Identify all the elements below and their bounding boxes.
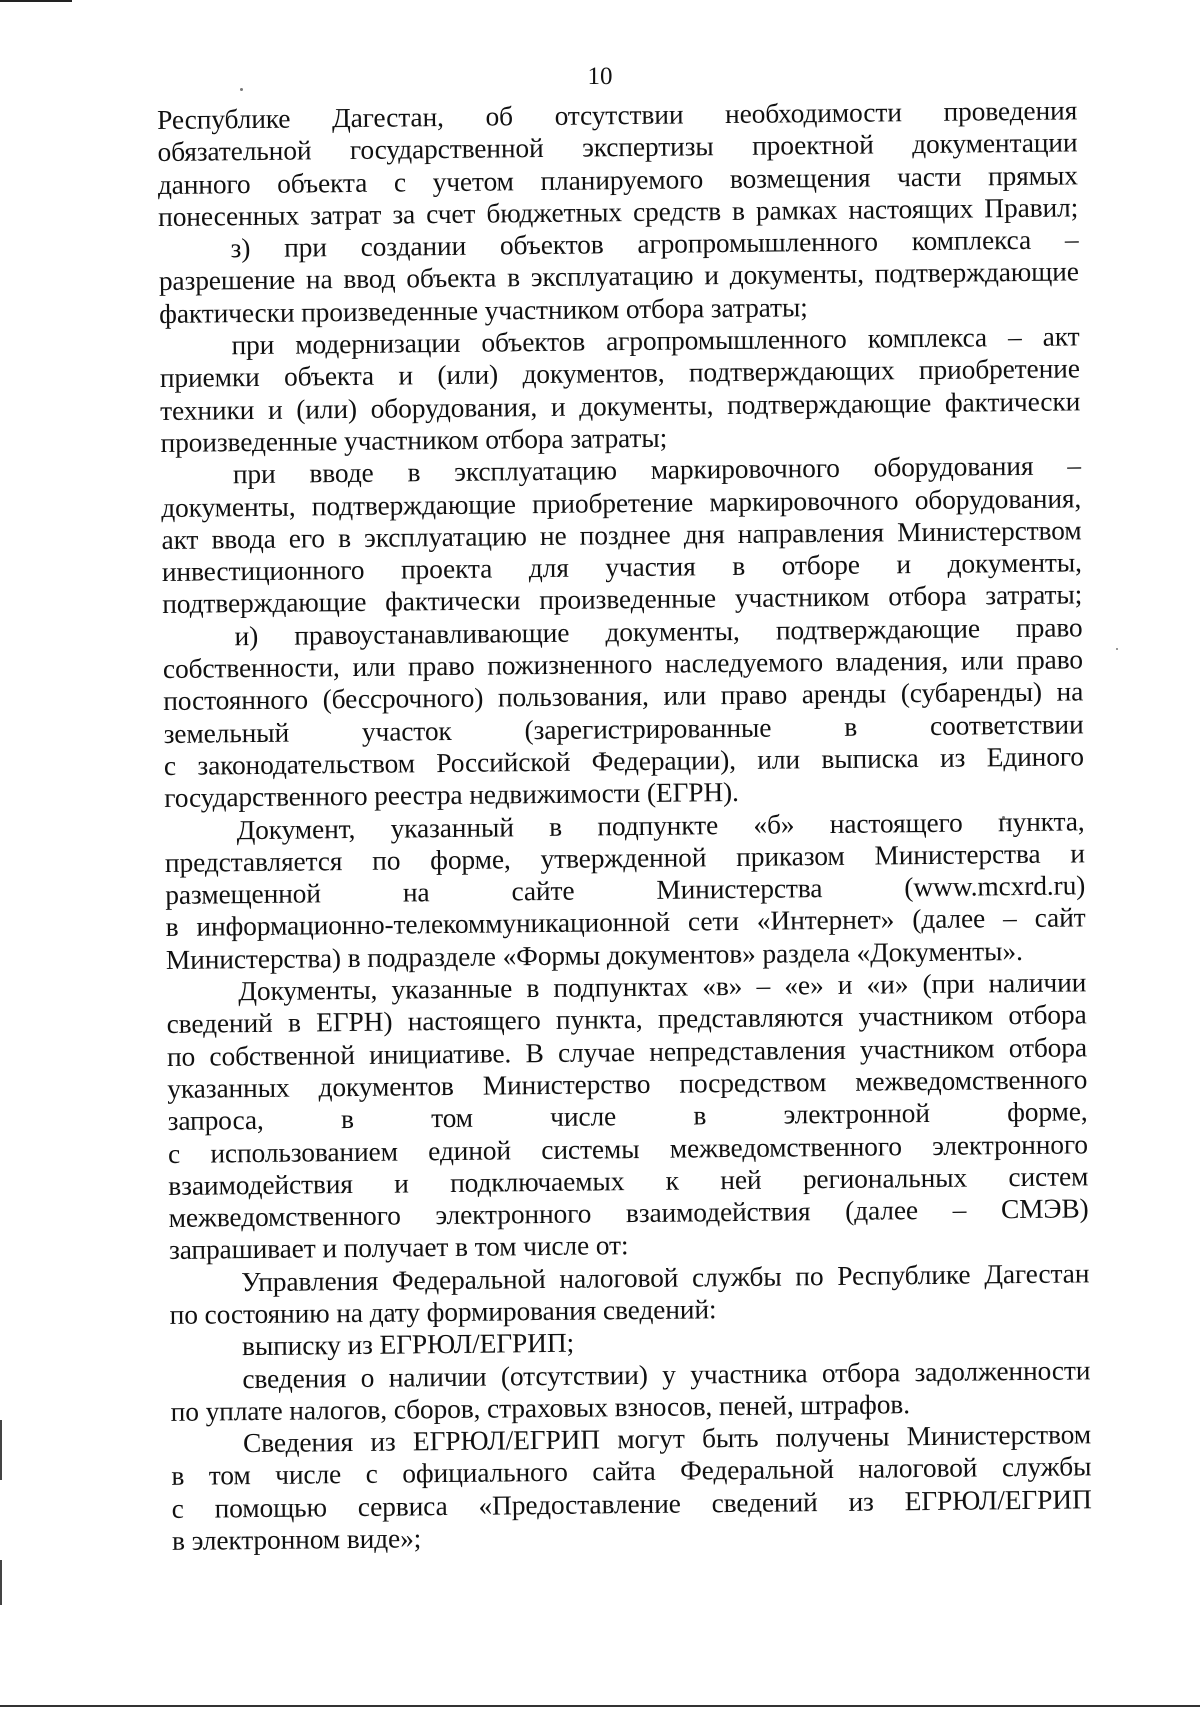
scan-edge-mark <box>0 1420 2 1480</box>
text-line: техники и (или) оборудования, и документы, подтверждающие фактически <box>160 386 1081 426</box>
text-line: государственного реестра недвижимости (ЕГРН). <box>164 777 739 814</box>
document-body <box>157 94 1092 1557</box>
scan-bottom-edge <box>0 1705 1200 1707</box>
text-line: при модернизации объектов агропромышленного комплекса – акт <box>231 321 1080 361</box>
text-line: с помощью сервиса «Предоставление сведений из ЕГРЮЛ/ЕГРИП <box>171 1484 1092 1524</box>
text-line: понесенных затрат за счет бюджетных средств в рамках настоящих Правил; <box>158 192 1079 232</box>
text-line: выписку из ЕГРЮЛ/ЕГРИП; <box>241 1327 575 1362</box>
text-line: запроса, в том числе в электронной форме, <box>167 1096 1088 1137</box>
text-line: межведомственного электронного взаимодействия (далее – СМЭВ) <box>168 1193 1089 1234</box>
text-line: фактически произведенные участником отбора затраты; <box>159 291 808 329</box>
text-line: в электронном виде»; <box>171 1523 422 1556</box>
text-line: Республике Дагестан, об отсутствии необходимости проведения <box>157 95 1078 135</box>
text-line: по собственной инициативе. В случае непредставления участником отбора <box>166 1031 1088 1072</box>
text-line: запрашивает и получает в том числе от: <box>168 1230 629 1266</box>
text-line: приемки объекта и (или) документов, подтверждающих приобретение <box>159 353 1080 394</box>
scan-edge-mark <box>0 0 72 2</box>
text-line: размещенной на сайте Министерства (www.mcxrd.ru) <box>165 870 1086 911</box>
text-line: указанных документов Министерство посредством межведомственного <box>167 1064 1088 1104</box>
text-line: собственности, или право пожизненного наследуемого владения, или право <box>162 644 1084 685</box>
text-line: документы, подтверждающие приобретение маркировочного оборудования, <box>161 482 1082 523</box>
text-line: и) правоустанавливающие документы, подтверждающие право <box>234 612 1083 651</box>
page-number: 10 <box>587 63 613 90</box>
text-line: обязательной государственной экспертизы проектной документации <box>157 127 1078 168</box>
text-line: разрешение на ввод объекта в эксплуатацию и документы, подтверждающие <box>158 256 1079 297</box>
text-line: Министерства) в подразделе «Формы документов» раздела «Документы». <box>165 935 1023 975</box>
scan-edge-mark <box>0 1560 2 1605</box>
text-line: в том числе с официального сайта Федеральной налоговой службы <box>171 1451 1092 1492</box>
text-line: з) при создании объектов агропромышленного комплекса – <box>230 224 1079 264</box>
text-line: данного объекта с учетом планируемого возмещения части прямых <box>157 159 1078 200</box>
text-line: постоянного (бессрочного) пользования, или право аренды (субаренды) на <box>163 676 1084 717</box>
text-line: инвестиционного проекта для участия в отборе и документы, <box>161 547 1083 588</box>
scan-speck <box>240 88 243 91</box>
text-line: по уплате налогов, сборов, страховых взносов, пеней, штрафов. <box>170 1389 911 1427</box>
text-line: Документ, указанный в подпункте «б» настоящего пункта, <box>236 805 1085 845</box>
text-line: в информационно-телекоммуникационной сети «Интернет» (далее – сайт <box>165 902 1086 943</box>
text-line: по состоянию на дату формирования сведений: <box>169 1294 717 1330</box>
text-line: произведенные участником отбора затраты; <box>160 422 668 458</box>
text-line: при вводе в эксплуатацию маркировочного оборудования – <box>232 450 1081 490</box>
text-line: Управления Федеральной налоговой службы по Республике Дагестан <box>241 1257 1090 1297</box>
text-line: Документы, указанные в подпунктах «в» – «е» и «и» (при наличии <box>238 967 1087 1007</box>
text-line: земельный участок (зарегистрированные в соответствии <box>163 708 1084 749</box>
text-line: с использованием единой системы межведомственного электронного <box>167 1128 1089 1169</box>
text-line: акт ввода его в эксплуатацию не позднее дня направления Министерством <box>161 515 1082 555</box>
text-line: взаимодействия и подключаемых к ней региональных систем <box>168 1161 1089 1201</box>
text-line: подтверждающие фактически произведенные участником отбора затраты; <box>162 579 1083 620</box>
text-line: представляется по форме, утвержденной приказом Министерства и <box>164 838 1086 878</box>
text-line: сведения о наличии (отсутствии) у участника отбора задолженности <box>242 1354 1091 1394</box>
text-line: с законодательством Российской Федерации), или выписка из Единого <box>163 741 1085 781</box>
text-line: Сведения из ЕГРЮЛ/ЕГРИП могут быть получены Министерством <box>242 1419 1092 1459</box>
text-line: сведений в ЕГРН) настоящего пункта, представляются участником отбора <box>166 999 1087 1040</box>
scan-speck <box>1116 648 1118 650</box>
